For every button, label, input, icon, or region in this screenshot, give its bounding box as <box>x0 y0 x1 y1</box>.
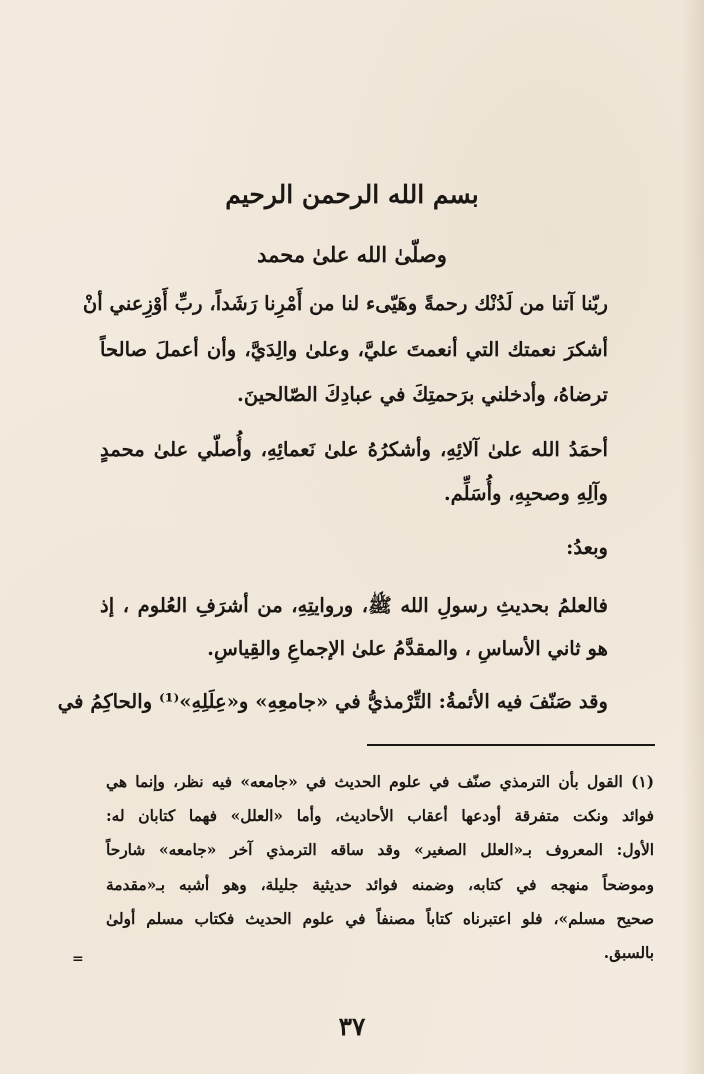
body-line: وبعدُ: <box>566 536 608 559</box>
body-line: وقد صَنّفَ فيه الأئمةُ: التِّرْمذيُّ في «جامعِهِ» و«عِلَلِهِ»⁽¹⁾ والحاكِمُ في <box>57 690 608 713</box>
basmala-heading: بسم الله الرحمن الرحيم <box>225 180 479 209</box>
body-line: ربّنا آتنا من لَدُنْك رحمةً وهَيّىء لنا من أَمْرِنا رَشَداً، ربِّ أَوْزِعني أنْ <box>82 292 608 315</box>
footnote-separator-rule <box>367 744 655 746</box>
body-line: ترضاهُ، وأدخلني برَحمتِكَ في عبادِكَ الصّالحينَ. <box>237 383 608 406</box>
footnote-line: فوائد ونكت متفرقة أودعها أعقاب الأحاديث، وأما «العلل» فهما كتابان له: <box>106 807 654 825</box>
body-line: أشكرَ نعمتك التي أنعمتَ عليَّ، وعلىٰ والِدَيَّ، وأن أعملَ صالحاً <box>100 338 608 361</box>
footnote-line: صحيح مسلم»، فلو اعتبرناه كتاباً مصنفاً في علوم الحديث فكتاب مسلم أولىٰ <box>106 910 654 928</box>
salawat-subheading: وصلّىٰ الله علىٰ محمد <box>257 242 447 267</box>
page-number: ٣٧ <box>338 1012 366 1041</box>
continuation-mark: = <box>72 951 84 967</box>
body-line: وآلِهِ وصحبِهِ، وأُسَلِّم. <box>443 482 608 505</box>
footnote-line: الأول: المعروف بـ«العلل الصغير» وقد ساقه الترمذي آخر «جامعه» شارحاً <box>106 841 654 859</box>
footnote-line: (١) القول بأن الترمذي صنّف في علوم الحديث في «جامعه» فيه نظر، وإنما هي <box>106 773 654 791</box>
body-line: هو ثاني الأساسِ ، والمقدَّمُ علىٰ الإجماعِ والقِياسِ. <box>207 637 608 660</box>
footnote-line: وموضحاً منهجه في كتابه، وضمنه فوائد حديثية جليلة، وهو أشبه بـ«مقدمة <box>106 876 654 894</box>
body-line: فالعلمُ بحديثِ رسولِ الله ﷺ، وروايتِهِ، من أشرَفِ العُلوم ، إذ <box>100 594 608 617</box>
body-line: أحمَدُ الله علىٰ آلائِهِ، وأشكرُهُ علىٰ نَعمائِهِ، وأُصلّي علىٰ محمدٍ <box>100 438 608 461</box>
footnote-line: بالسبق. <box>603 944 654 962</box>
page-edge-shadow <box>682 0 704 1074</box>
